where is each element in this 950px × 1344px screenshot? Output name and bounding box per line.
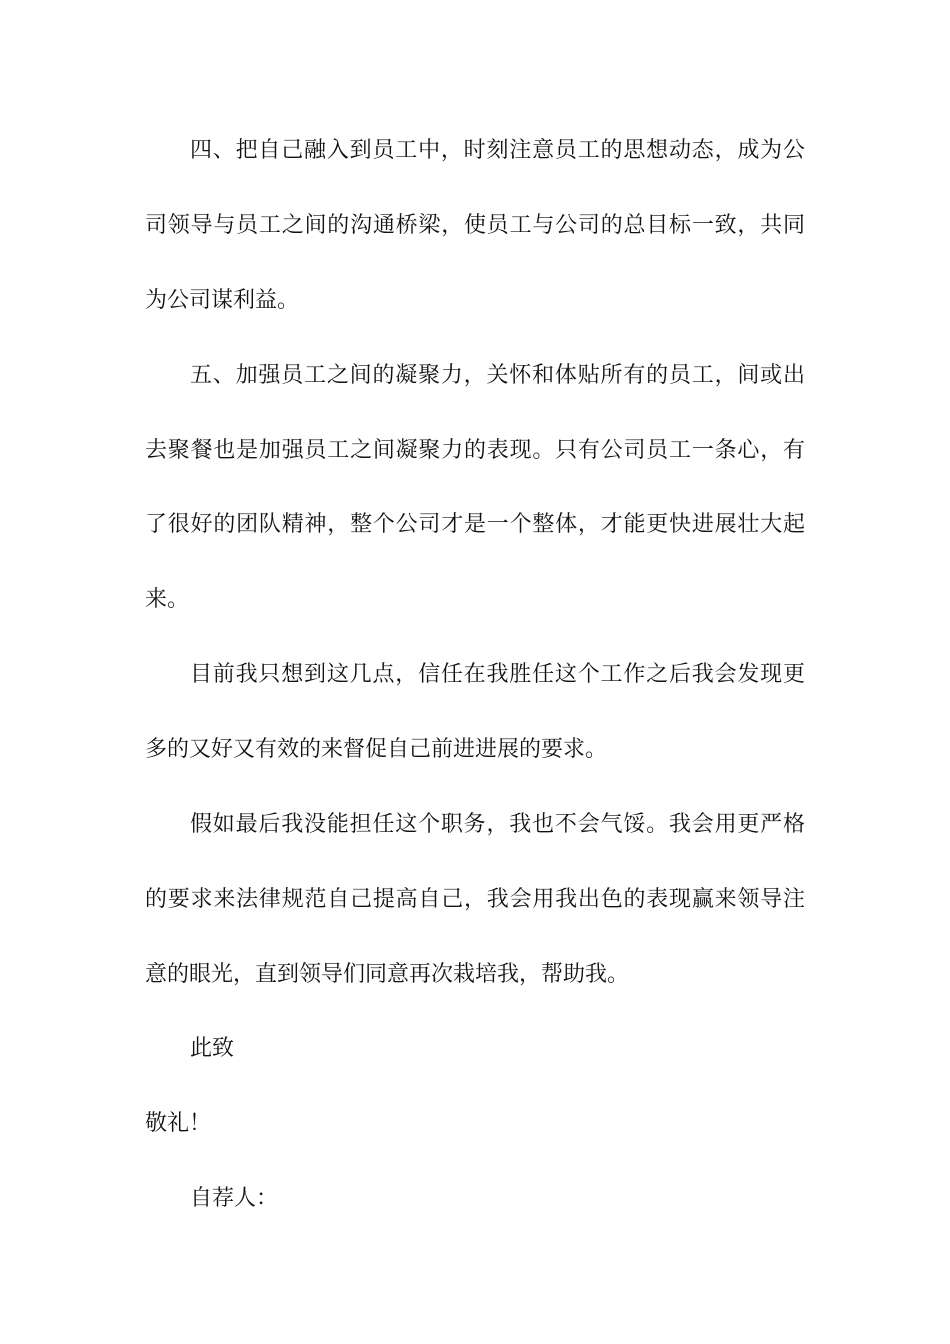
paragraph-5-line-1: 五、加强员工之间的凝聚力，关怀和体贴所有的员工，间或出 — [190, 363, 805, 388]
closing-salutation: 此致 — [190, 1036, 235, 1061]
signature-label: 自荐人： — [190, 1186, 279, 1211]
paragraph-if-not-selected-line-3: 意的眼光，直到领导们同意再次栽培我，帮助我。 — [145, 962, 630, 987]
paragraph-4-line-2: 司领导与员工之间的沟通桥梁，使员工与公司的总目标一致，共同 — [145, 213, 805, 238]
paragraph-current-ideas-line-2: 多的又好又有效的来督促自己前进进展的要求。 — [145, 737, 608, 762]
paragraph-5-line-2: 去聚餐也是加强员工之间凝聚力的表现。只有公司员工一条心，有 — [145, 438, 805, 463]
paragraph-5-line-3: 了很好的团队精神，整个公司才是一个整体，才能更快进展壮大起 — [145, 512, 805, 537]
paragraph-if-not-selected-line-2: 的要求来法律规范自己提高自己，我会用我出色的表现赢来领导注 — [145, 887, 805, 912]
closing-respect: 敬礼！ — [145, 1111, 212, 1136]
paragraph-5-line-4: 来。 — [145, 587, 190, 612]
paragraph-if-not-selected-line-1: 假如最后我没能担任这个职务，我也不会气馁。我会用更严格 — [190, 812, 805, 837]
paragraph-4-line-3: 为公司谋利益。 — [145, 288, 300, 313]
paragraph-current-ideas-line-1: 目前我只想到这几点，信任在我胜任这个工作之后我会发现更 — [190, 662, 805, 687]
paragraph-4-line-1: 四、把自己融入到员工中，时刻注意员工的思想动态，成为公 — [190, 138, 805, 163]
